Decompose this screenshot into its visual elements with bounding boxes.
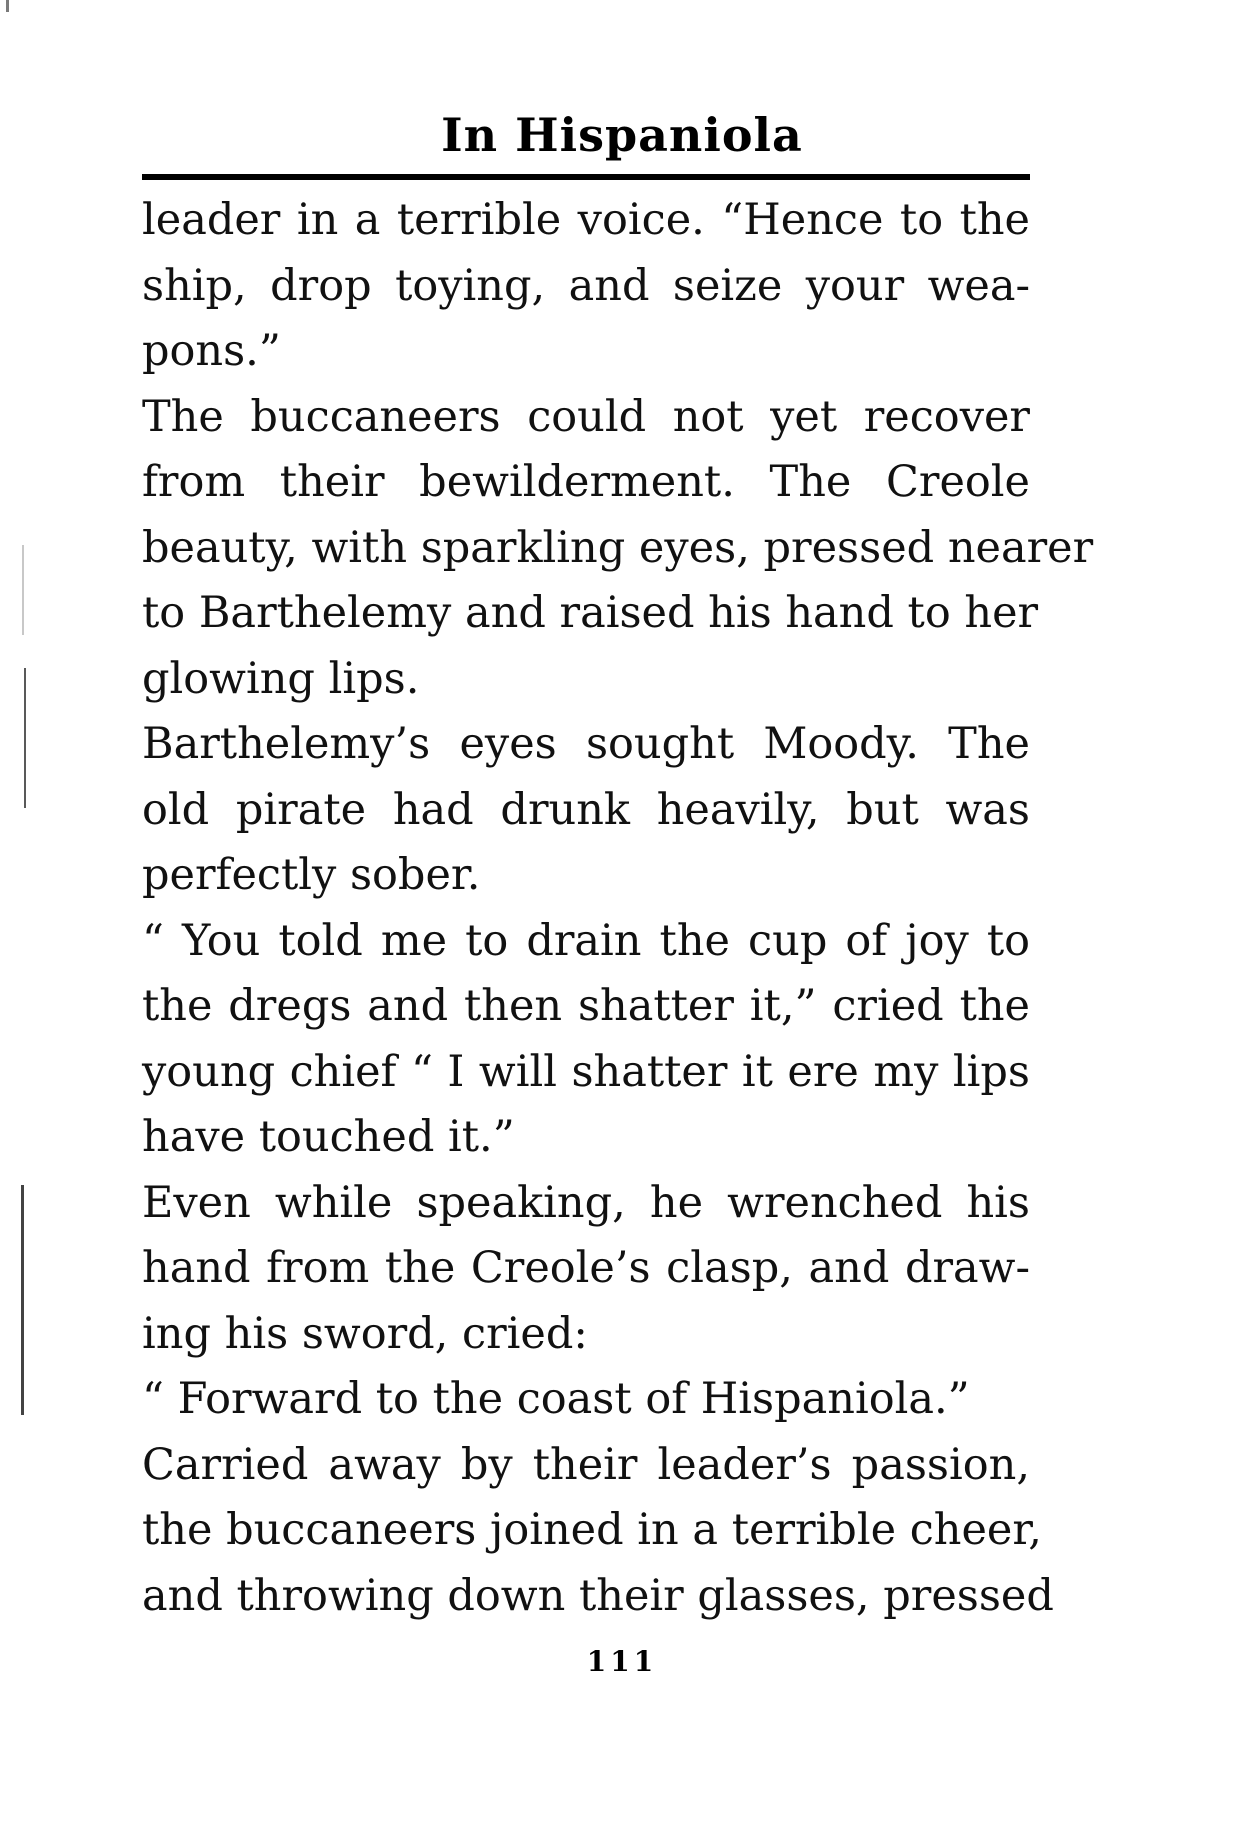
text-line: perfectly sober.: [142, 850, 481, 900]
paragraph-3: [142, 712, 1030, 909]
text-line: young chief “ I will shatter it ere my lips: [142, 1046, 1030, 1097]
paragraph-6: [142, 1367, 1030, 1433]
text-line: beauty, with sparkling eyes, pressed nearer: [142, 522, 1094, 573]
text-line: ship, drop toying, and seize your wea-: [142, 260, 1030, 311]
text-line: pons.”: [142, 326, 281, 376]
text-line: “ You told me to drain the cup of joy to: [142, 915, 1030, 966]
text-line: hand from the Creole’s clasp, and draw-: [142, 1243, 1030, 1293]
running-head: In Hispaniola: [441, 108, 803, 162]
text-line: glowing lips.: [142, 653, 420, 704]
text-line: leader in a terrible voice. “Hence to the: [142, 195, 1030, 245]
scan-mark: [24, 668, 26, 808]
text-line: Carried away by their leader’s passion,: [142, 1439, 1030, 1490]
text-line: ing his sword, cried:: [142, 1308, 588, 1359]
text-line: and throwing down their glasses, pressed: [142, 1570, 1054, 1621]
paragraph-7: [142, 1433, 1054, 1630]
scan-mark: [21, 1185, 24, 1415]
scan-mark: [22, 545, 24, 635]
text-line: Even while speaking, he wrenched his: [142, 1177, 1030, 1228]
paragraph-5: [142, 1171, 1030, 1368]
paragraph-2: [142, 385, 1094, 713]
text-line: The buccaneers could not yet recover: [142, 391, 1030, 442]
body-text: [142, 188, 1094, 1629]
paragraph-4: [142, 909, 1030, 1171]
text-line: “ Forward to the coast of Hispaniola.”: [142, 1374, 970, 1424]
text-line: from their bewilderment. The Creole: [142, 457, 1030, 507]
text-line: Barthelemy’s eyes sought Moody. The: [142, 719, 1030, 769]
text-line: have touched it.”: [142, 1112, 515, 1162]
page-number: 111: [586, 1645, 658, 1678]
scan-mark: [6, 0, 9, 12]
text-line: to Barthelemy and raised his hand to her: [142, 588, 1039, 638]
text-line: the buccaneers joined in a terrible cheer,: [142, 1505, 1042, 1555]
text-line: the dregs and then shatter it,” cried the: [142, 981, 1030, 1031]
text-line: old pirate had drunk heavily, but was: [142, 784, 1030, 835]
header-rule: [142, 174, 1030, 180]
paragraph-1: [142, 188, 1030, 385]
